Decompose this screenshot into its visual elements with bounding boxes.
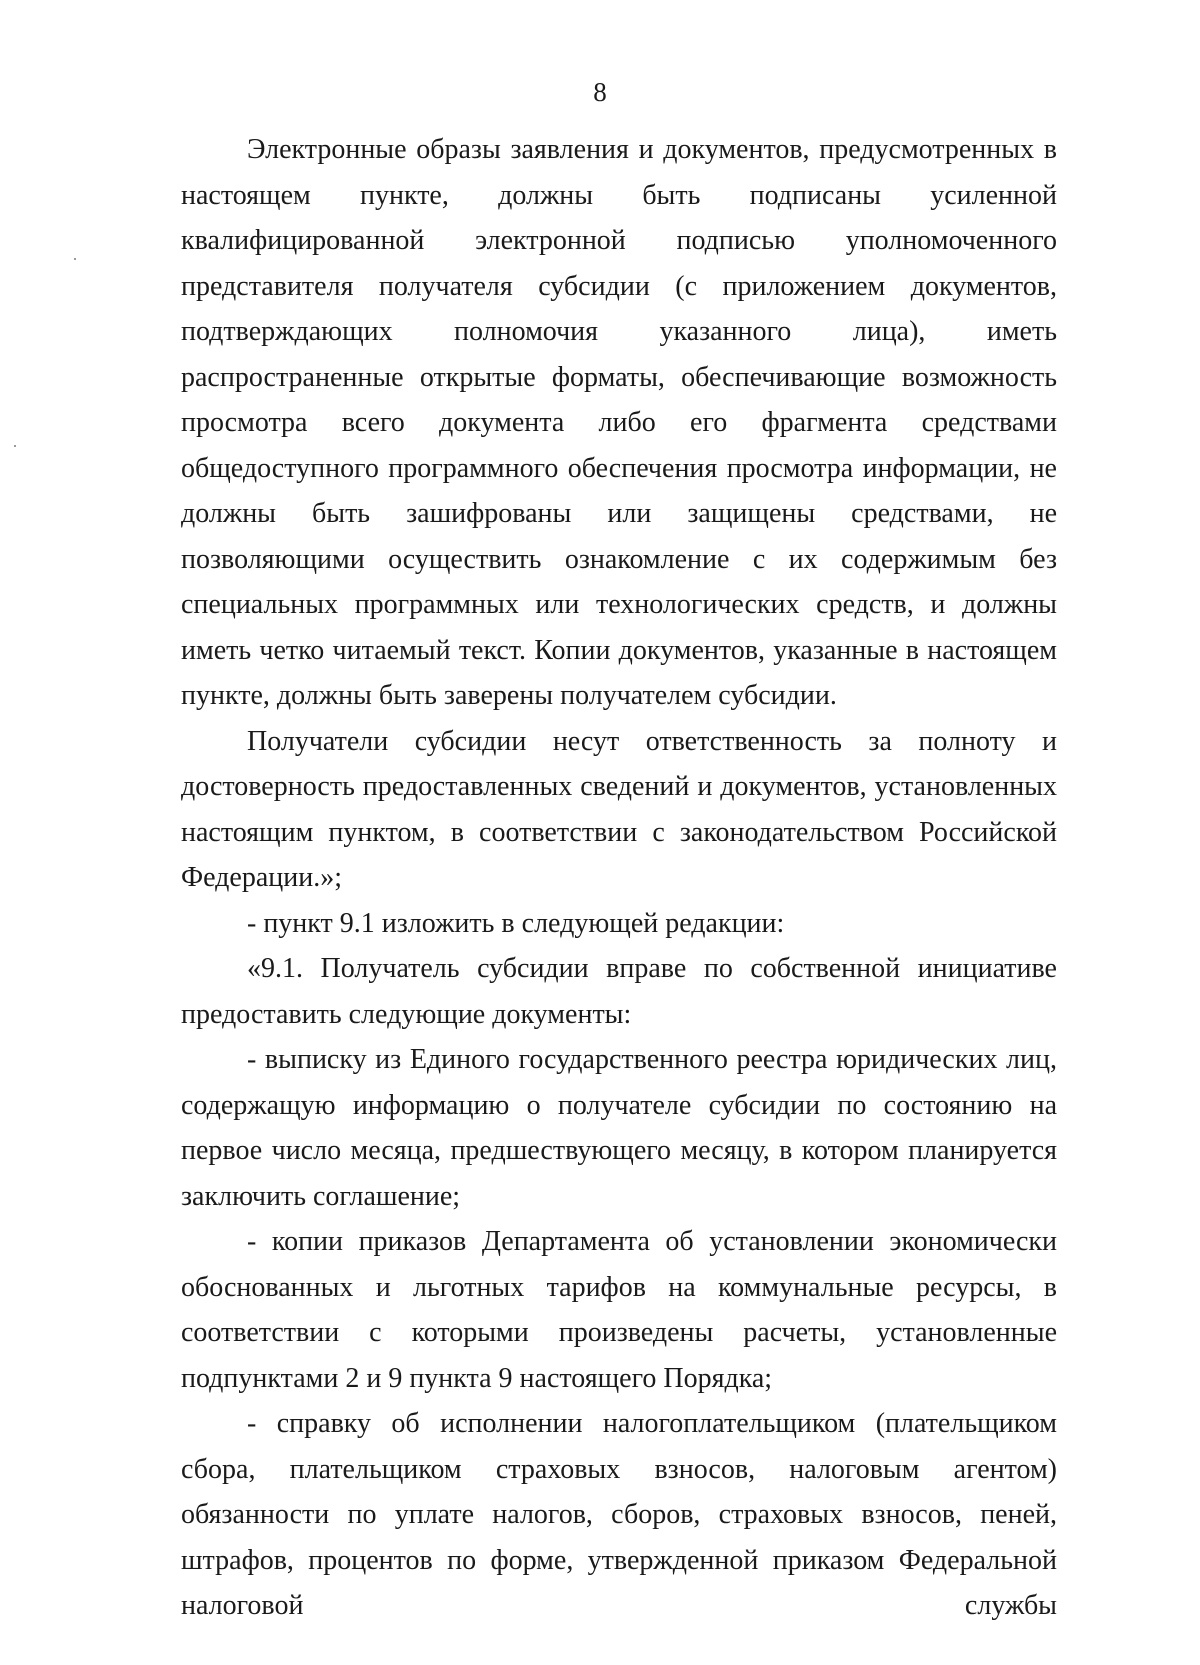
page-number: 8 (593, 77, 607, 107)
list-item-registry-extract: - выписку из Единого государственного реестра юридических лиц, содержащую информацию о получателе субсидии по состоянию на первое число месяца, предшествующего месяцу, в котором планируется заключить соглашение; (181, 1044, 1057, 1212)
paragraph-clause-9-1-instruction: - пункт 9.1 изложить в следующей редакции: (247, 907, 785, 939)
list-item-tariff-orders: - копии приказов Департамента об установлении экономически обоснованных и льготных тарифов на коммунальные ресурсы, в соответствии с которыми произведены расчеты, установленные подпунктами 2 и 9 пункта 9 настоящего Порядка; (181, 1226, 1057, 1394)
scan-speck (14, 445, 16, 447)
list-item-tax-certificate: - справку об исполнении налогоплательщиком (плательщиком сбора, плательщиком страховых взносов, налоговым агентом) обязанности по уплате налогов, сборов, страховых взносов, пеней, штрафов, процентов по форме, утвержденной приказом Федеральной налоговой службы (181, 1408, 1057, 1621)
paragraph-recipients-responsibility: Получатели субсидии несут ответственность за полноту и достоверность предоставленных сведений и документов, установленных настоящим пунктом, в соответствии с законодательством Российской Федерации.»; (181, 725, 1057, 893)
document-body (181, 127, 1057, 1629)
paragraph-clause-9-1: «9.1. Получатель субсидии вправе по собственной инициативе предоставить следующие документы: (181, 953, 1057, 1030)
paragraph-electronic-images: Электронные образы заявления и документов, предусмотренных в настоящем пункте, должны быть подписаны усиленной квалифицированной электронной подписью уполномоченного представителя получателя субсидии (с приложением документов, подтверждающих полномочия указанного лица), иметь распространенные открытые форматы, обеспечивающие возможность просмотра всего документа либо его фрагмента средствами общедоступного программного обеспечения просмотра информации, не должны быть зашифрованы или защищены средствами, не позволяющими осуществить ознакомление с их содержимым без специальных программных или технологических средств, и должны иметь четко читаемый текст. Копии документов, указанные в настоящем пункте, должны быть заверены получателем субсидии. (181, 134, 1057, 711)
scan-speck (74, 258, 76, 260)
